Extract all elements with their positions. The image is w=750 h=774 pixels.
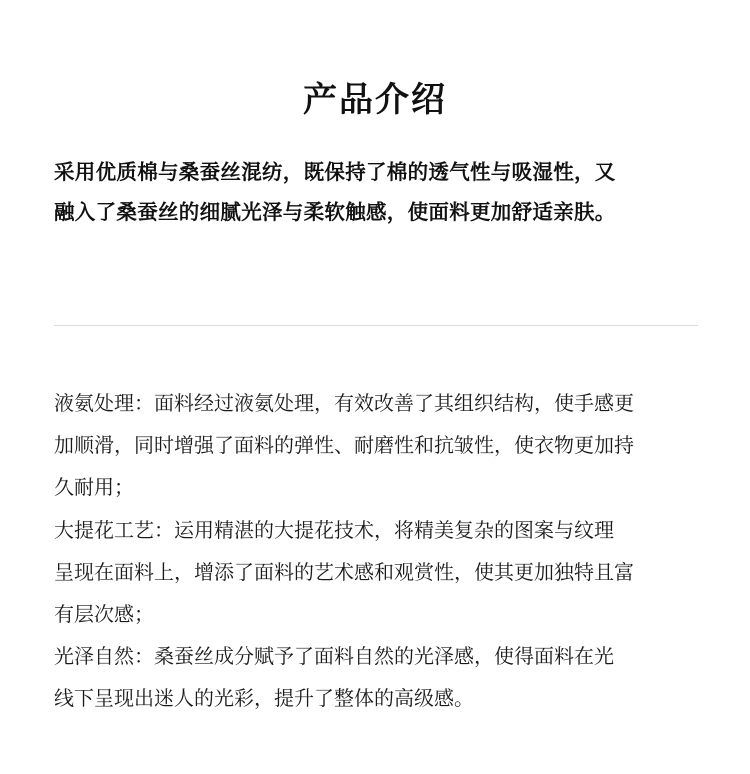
feature-line: 光泽自然：桑蚕丝成分赋予了面料自然的光泽感，使得面料在光 [54,644,614,669]
intro-line: 采用优质棉与桑蚕丝混纺，既保持了棉的透气性与吸湿性，又 [54,160,616,184]
feature-line: 大提花工艺：运用精湛的大提花技术，将精美复杂的图案与纹理 [54,517,614,542]
feature-line: 有层次感； [54,602,154,627]
page-title: 产品介绍 [303,80,447,120]
feature-line: 呈现在面料上，增添了面料的艺术感和观赏性，使其更加独特且富 [54,559,634,584]
feature-line: 线下呈现出迷人的光彩，提升了整体的高级感。 [54,686,474,711]
features-list [54,382,704,720]
feature-line: 加顺滑，同时增强了面料的弹性、耐磨性和抗皱性，使衣物更加持 [54,433,634,458]
feature-line: 液氨处理：面料经过液氨处理，有效改善了其组织结构，使手感更 [54,391,634,415]
feature-line: 久耐用； [54,475,134,500]
intro-paragraph [54,152,704,232]
divider [54,325,698,326]
intro-line: 融入了桑蚕丝的细腻光泽与柔软触感，使面料更加舒适亲肤。 [54,200,616,224]
